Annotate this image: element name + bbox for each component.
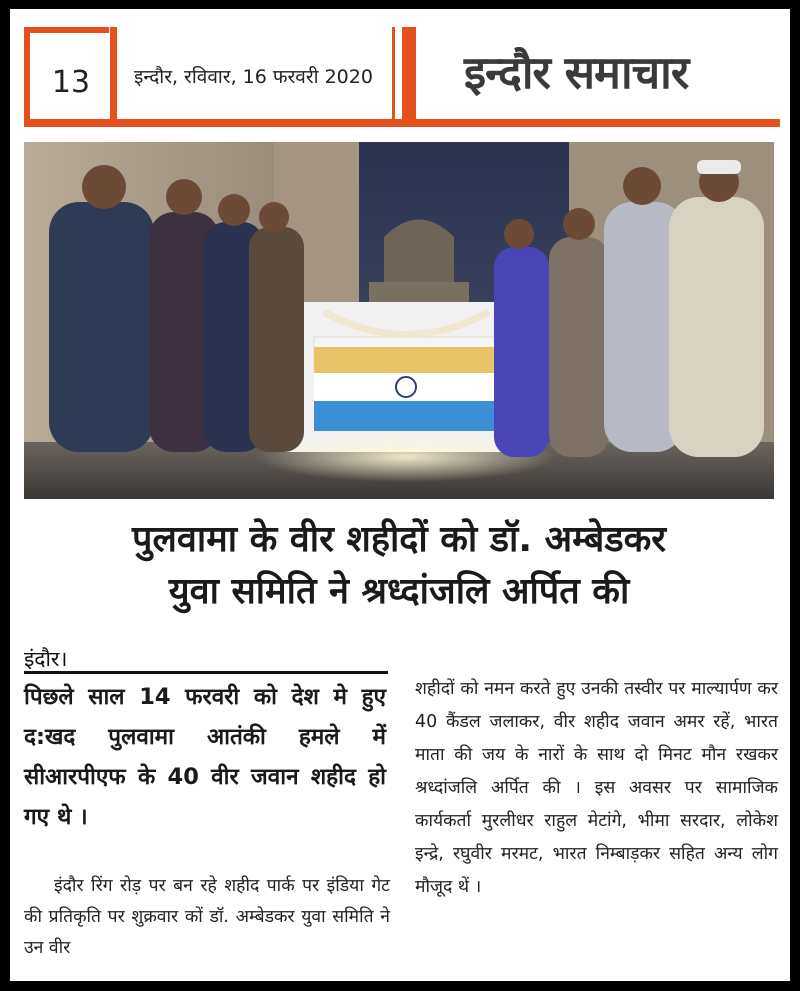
placeline-rule	[24, 671, 388, 674]
headline-line-2: युवा समिति ने श्रध्दांजलि अर्पित की	[168, 571, 630, 612]
headline-line-1: पुलवामा के वीर शहीदों को डॉ. अम्बेडकर	[132, 519, 666, 560]
masthead-bottom-rule	[24, 119, 780, 127]
masthead	[24, 27, 780, 135]
newspaper-name: इन्दौर समाचार	[464, 46, 689, 99]
headline	[24, 514, 774, 618]
dateline-divider-thin	[392, 27, 395, 123]
masthead-left-rule	[24, 27, 30, 123]
masthead-top-rule	[24, 27, 109, 33]
placeline: इंदौर।	[24, 647, 68, 671]
body-column-1: इंदौर रिंग रोड़ पर बन रहे शहीद पार्क पर इंडिया गेट की प्रतिकृति पर शुक्रवार कों डॉ. अम्बेडकर युवा समिति ने उन वीर	[24, 876, 390, 958]
dateline: इन्दौर, रविवार, 16 फरवरी 2020	[134, 66, 373, 88]
body-column-2: शहीदों को नमन करते हुए उनकी तस्वीर पर माल्यार्पण कर 40 कैंडल जलाकर, वीर शहीद जवान अमर रहें, भारत माता की जय के नारों के साथ दो मिनट मौन रखकर श्रध्दांजलि अर्पित की । इस अवसर पर सामाजिक कार्यकर्ता मुरलीधर राहुल मेटांगे, भीमा सरदार, लोकेश इन्द्रे, रघुवीर मरमट, भारत निम्बाड़कर सहित अन्य लोग मौजूद थें ।	[415, 679, 778, 897]
page-number-divider	[110, 27, 117, 123]
page-number: 13	[51, 64, 91, 100]
newspaper-clipping	[10, 9, 790, 981]
dateline-divider-thick	[402, 27, 416, 123]
lead-paragraph: पिछले साल 14 फरवरी को देश मे हुए द:खद पुलवामा आतंकी हमले में सीआरपीएफ के 40 वीर जवान शहीद हो गए थे ।	[24, 684, 386, 830]
tribute-photo-illustration	[24, 142, 774, 499]
news-photo	[24, 142, 774, 499]
